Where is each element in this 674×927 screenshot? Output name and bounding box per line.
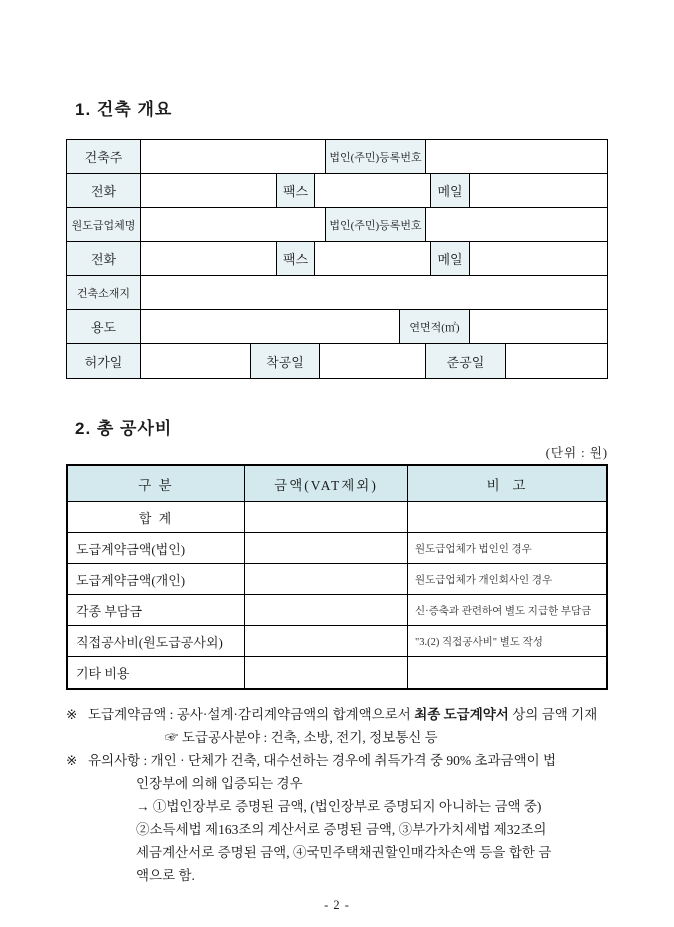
floor-area-label: 연면적(㎡) <box>400 310 470 343</box>
cost-label-levies: 각종 부담금 <box>68 595 245 625</box>
contractor-fax-label: 팩스 <box>277 242 315 275</box>
cost-amount-total-field[interactable] <box>245 502 408 532</box>
cost-row-total <box>68 502 606 533</box>
cost-note-levies: 신·증축과 관련하여 별도 지급한 부담금 <box>415 605 592 617</box>
cost-row-contract-corp <box>68 533 606 564</box>
owner-email-label: 메일 <box>431 174 470 207</box>
usage-label: 용도 <box>67 310 141 343</box>
contractor-contact-row <box>67 242 607 276</box>
footnotes <box>66 703 608 887</box>
cost-note-total <box>408 502 606 532</box>
page-number: - 2 - <box>324 898 350 912</box>
owner-fax-label: 팩스 <box>277 174 315 207</box>
contractor-regno-label: 법인(주민)등록번호 <box>326 208 426 241</box>
owner-phone-label: 전화 <box>67 174 141 207</box>
footnote-caution-line4: ②소득세법 제163조의 계산서로 증명된 금액, ③부가가치세법 제32조의 <box>136 822 547 837</box>
reference-mark-icon: ※ <box>66 753 78 768</box>
footnote-caution <box>66 749 608 887</box>
cost-note-contract-individual: 원도급업체가 개인회사인 경우 <box>415 574 553 586</box>
footnote-bold-final-contract: 최종 도급계약서 <box>414 707 509 722</box>
contractor-phone-label: 전화 <box>67 242 141 275</box>
dates-row <box>67 344 607 378</box>
footnote-contract-fields: ☞ 도급공사분야 : 건축, 소방, 전기, 정보통신 등 <box>165 730 438 745</box>
contractor-regno-value-field[interactable] <box>426 208 607 241</box>
owner-phone-value-field[interactable] <box>141 174 277 207</box>
start-date-label: 착공일 <box>251 344 320 378</box>
address-value-field[interactable] <box>141 276 607 309</box>
cost-label-other: 기타 비용 <box>68 657 245 688</box>
header-amount: 금액(VAT제외) <box>245 466 408 501</box>
permit-date-label: 허가일 <box>67 344 141 378</box>
cost-amount-contract-individual-field[interactable] <box>245 564 408 594</box>
cost-note-other <box>408 657 606 688</box>
address-row <box>67 276 607 310</box>
address-label: 건축소재지 <box>67 276 141 309</box>
owner-regno-label: 법인(주민)등록번호 <box>326 140 426 173</box>
owner-regno-value-field[interactable] <box>426 140 607 173</box>
cost-amount-direct-field[interactable] <box>245 626 408 656</box>
owner-value-field[interactable] <box>141 140 326 173</box>
cost-note-contract-corp: 원도급업체가 법인인 경우 <box>415 543 532 555</box>
completion-date-value-field[interactable] <box>506 344 607 378</box>
cost-row-other <box>68 657 606 688</box>
owner-label: 건축주 <box>67 140 141 173</box>
section1-title: 1. 건축 개요 <box>75 100 173 119</box>
start-date-value-field[interactable] <box>320 344 426 378</box>
header-category: 구 분 <box>68 466 245 501</box>
footnote-caution-line3: → ①법인장부로 증명된 금액, (법인장부로 증명되지 아니하는 금액 중) <box>136 799 542 814</box>
unit-note: (단위 : 원) <box>545 446 608 460</box>
owner-contact-row <box>67 174 607 208</box>
contractor-phone-value-field[interactable] <box>141 242 277 275</box>
contractor-row <box>67 208 607 242</box>
owner-fax-value-field[interactable] <box>315 174 431 207</box>
cost-amount-levies-field[interactable] <box>245 595 408 625</box>
cost-row-levies <box>68 595 606 626</box>
section2-title: 2. 총 공사비 <box>75 419 173 438</box>
usage-value-field[interactable] <box>141 310 400 343</box>
cost-label-direct: 직접공사비(원도급공사외) <box>68 626 245 656</box>
footnote-caution-line5: 세금계산서로 증명된 금액, ④국민주택채권할인매각차손액 등을 합한 금 <box>136 845 552 860</box>
footnote-caution-line2: 인장부에 의해 입증되는 경우 <box>136 776 303 791</box>
footnote-caution-line6: 액으로 함. <box>136 868 195 883</box>
reference-mark-icon: ※ <box>66 707 78 722</box>
floor-area-value-field[interactable] <box>470 310 607 343</box>
total-cost-table <box>66 464 608 690</box>
contractor-email-value-field[interactable] <box>470 242 607 275</box>
completion-date-label: 준공일 <box>426 344 506 378</box>
contractor-label: 원도급업체명 <box>67 208 141 241</box>
cost-row-direct <box>68 626 606 657</box>
owner-row <box>67 140 607 174</box>
cost-row-contract-individual <box>68 564 606 595</box>
cost-label-contract-corp: 도급계약금액(법인) <box>68 533 245 563</box>
cost-table-header <box>68 466 606 502</box>
cost-amount-contract-corp-field[interactable] <box>245 533 408 563</box>
building-overview-table <box>66 139 608 379</box>
header-remarks: 비 고 <box>486 477 528 493</box>
contractor-email-label: 메일 <box>431 242 470 275</box>
footnote-caution-line1: 유의사항 : 개인 · 단체가 건축, 대수선하는 경우에 취득가격 중 90% 초과금액이 법 <box>88 753 557 768</box>
contractor-value-field[interactable] <box>141 208 326 241</box>
contractor-fax-value-field[interactable] <box>315 242 431 275</box>
footnote-contract-amount-line1: 도급계약금액 : 공사·설계·감리계약금액의 합계액으로서 최종 도급계약서 상의 금액 기재 <box>88 707 598 722</box>
cost-label-contract-individual: 도급계약금액(개인) <box>68 564 245 594</box>
usage-row <box>67 310 607 344</box>
cost-amount-other-field[interactable] <box>245 657 408 688</box>
cost-label-total: 합 계 <box>68 502 245 532</box>
owner-email-value-field[interactable] <box>470 174 607 207</box>
cost-note-direct: "3.(2) 직접공사비" 별도 작성 <box>415 636 543 648</box>
footnote-contract-amount <box>66 703 608 749</box>
permit-date-value-field[interactable] <box>141 344 251 378</box>
